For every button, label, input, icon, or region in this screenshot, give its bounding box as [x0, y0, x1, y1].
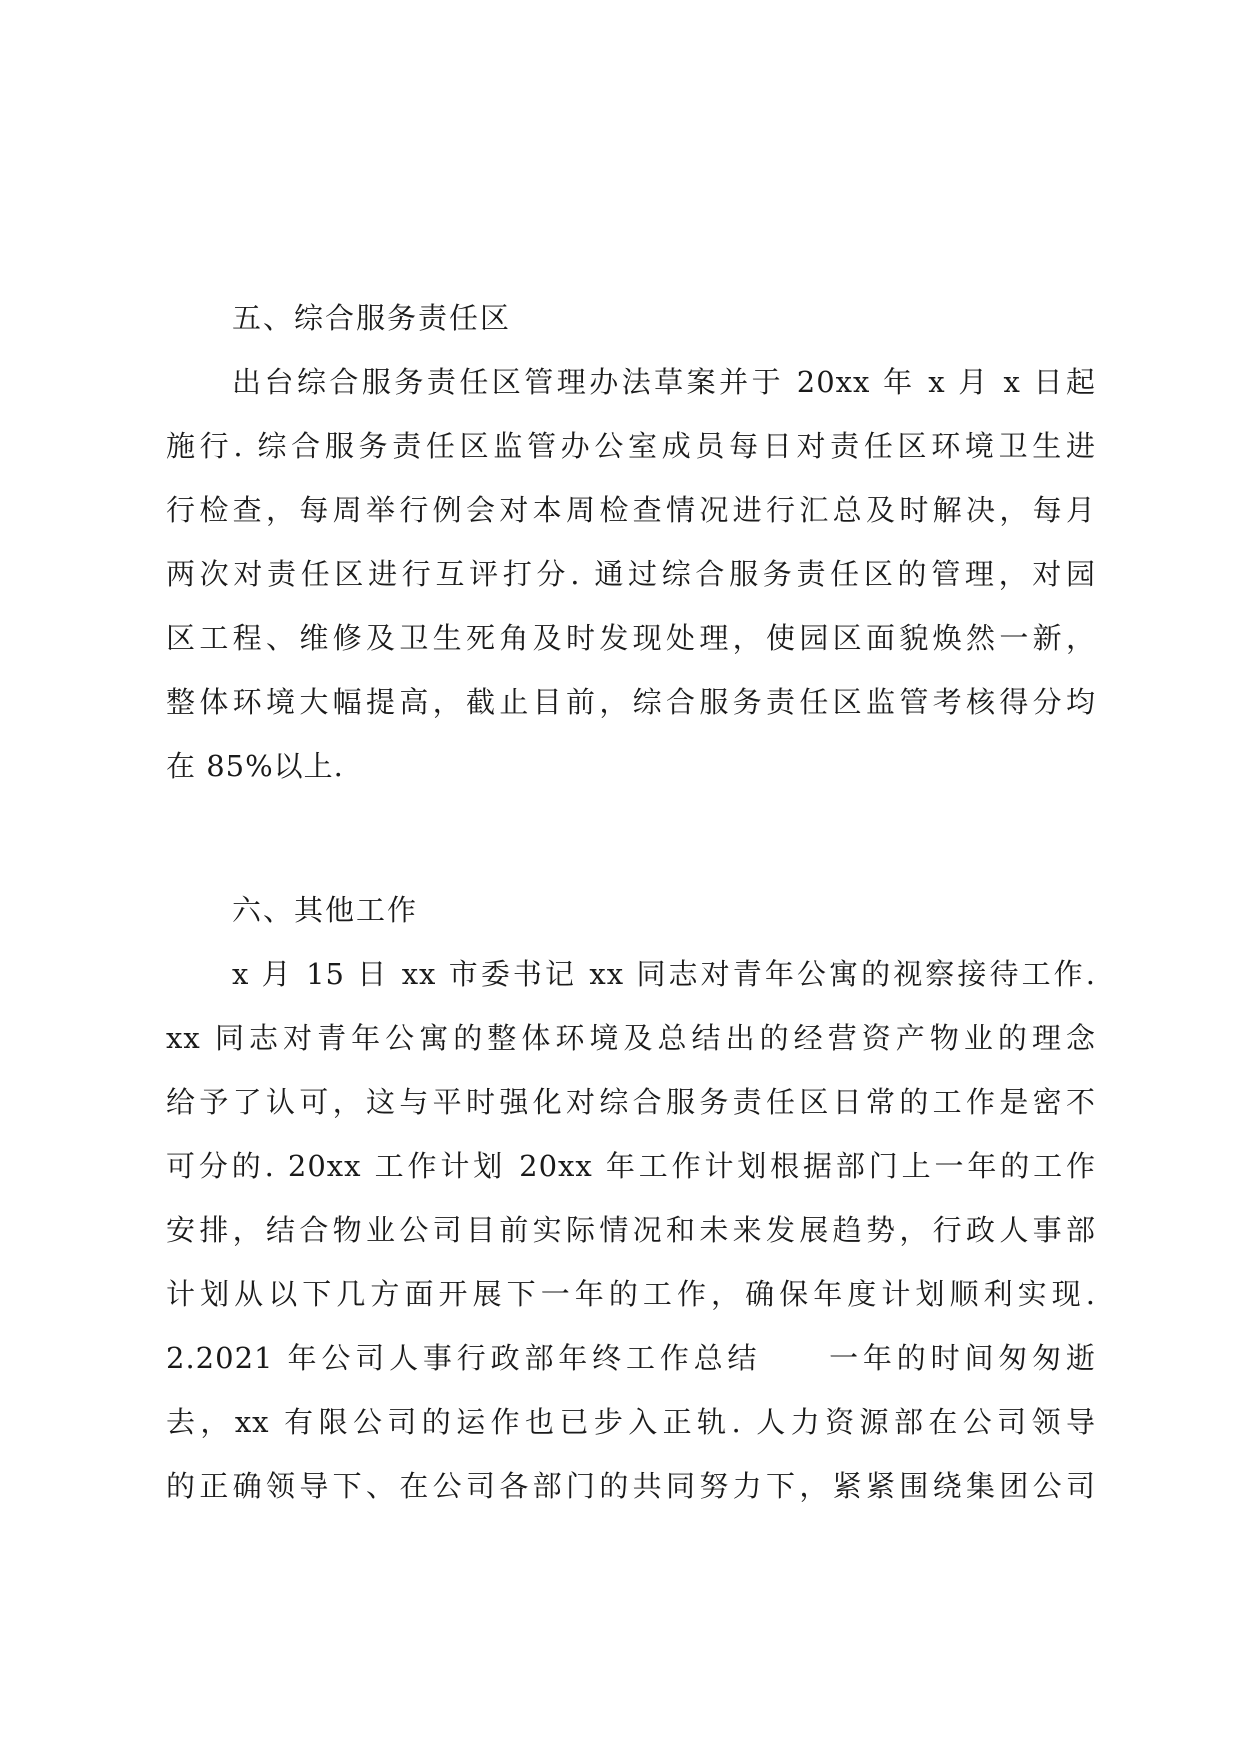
paragraph-line: 整体环境大幅提高，截止目前，综合服务责任区监管考核得分均 — [166, 685, 1096, 719]
paragraph-line: 2.2021 年公司人事行政部年终工作总结 一年的时间匆匆逝 — [166, 1341, 1096, 1375]
section-heading: 六、其他工作 — [232, 893, 419, 927]
section-comprehensive-service — [166, 286, 1096, 798]
paragraph-line: 出台综合服务责任区管理办法草案并于 20xx 年 x 月 x 日起 — [232, 365, 1096, 399]
paragraph-line: 给予了认可，这与平时强化对综合服务责任区日常的工作是密不 — [166, 1085, 1096, 1119]
paragraph-line: 两次对责任区进行互评打分. 通过综合服务责任区的管理，对园 — [166, 557, 1096, 591]
paragraph-line: 安排，结合物业公司目前实际情况和未来发展趋势，行政人事部 — [166, 1213, 1096, 1247]
paragraph-line: xx 同志对青年公寓的整体环境及总结出的经营资产物业的理念 — [166, 1021, 1096, 1055]
paragraph-line: 可分的. 20xx 工作计划 20xx 年工作计划根据部门上一年的工作 — [166, 1149, 1096, 1183]
paragraph-line: 计划从以下几方面开展下一年的工作，确保年度计划顺利实现. — [166, 1277, 1096, 1311]
section-heading: 五、综合服务责任区 — [232, 301, 512, 335]
paragraph-line: 在 85%以上. — [166, 749, 344, 783]
paragraph-line: 行检查，每周举行例会对本周检查情况进行汇总及时解决，每月 — [166, 493, 1096, 527]
paragraph-line: 的正确领导下、在公司各部门的共同努力下，紧紧围绕集团公司 — [166, 1469, 1096, 1503]
paragraph-line: 去，xx 有限公司的运作也已步入正轨. 人力资源部在公司领导 — [166, 1405, 1096, 1439]
paragraph-line: 施行. 综合服务责任区监管办公室成员每日对责任区环境卫生进 — [166, 429, 1096, 463]
paragraph-line: 区工程、维修及卫生死角及时发现处理，使园区面貌焕然一新， — [166, 621, 1096, 655]
paragraph-line: x 月 15 日 xx 市委书记 xx 同志对青年公寓的视察接待工作. — [232, 957, 1096, 991]
section-other-work — [166, 878, 1096, 1518]
